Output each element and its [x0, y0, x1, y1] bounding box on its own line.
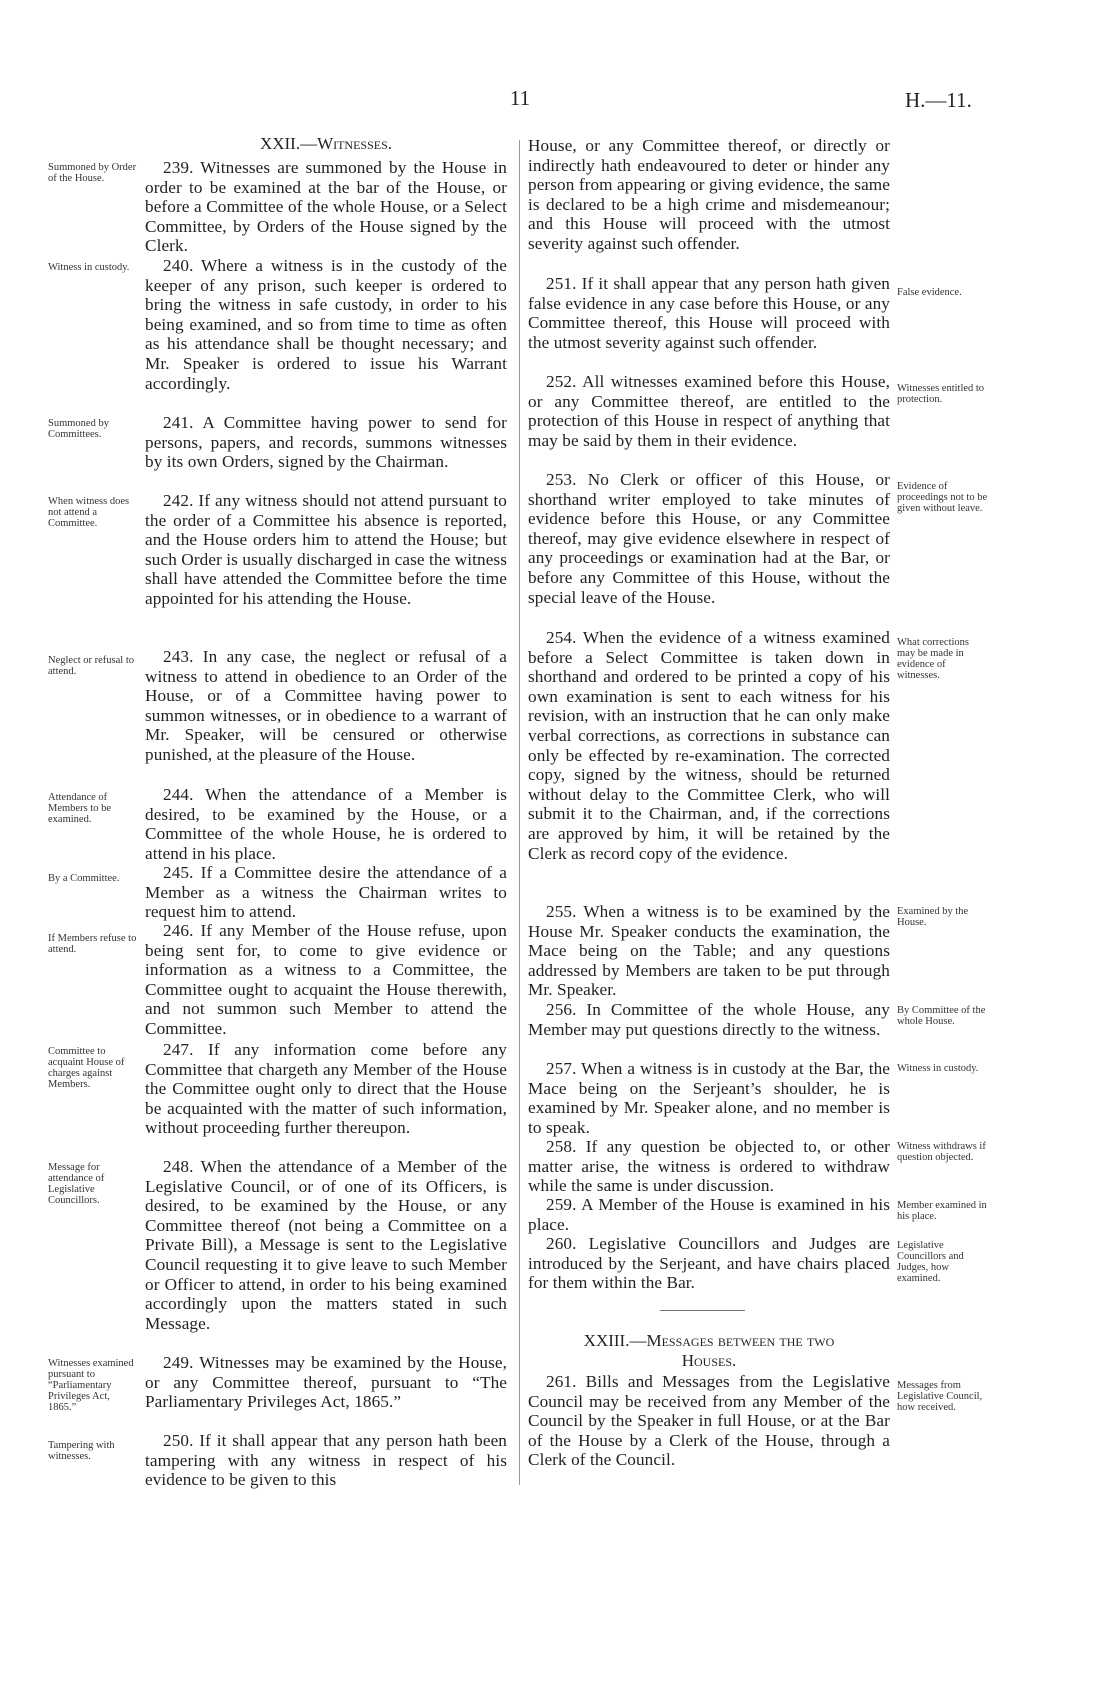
margin-note: Message for attendance of Legislative Councillors. — [48, 1162, 105, 1206]
heading-line: Houses. — [681, 1350, 737, 1370]
paragraph: 257. When a witness is in custody at the Bar, the Mace being on the Serjeant’s shoulder, he is examined by Mr. Speaker alone, and no member is to speak. — [528, 1059, 890, 1137]
paragraph: 258. If any question be objected to, or other matter arise, the witness is ordered to withdraw while the same is under discussion. — [528, 1137, 890, 1196]
paragraph: 249. Witnesses may be examined by the House, or any Committee thereof, pursuant to “The Parliamentary Privileges Act, 1865.” — [145, 1353, 507, 1412]
paragraph: 251. If it shall appear that any person hath given false evidence in any case before this House, or any Committee thereof, this House will proceed with the utmost severity against such offender. — [528, 274, 890, 352]
paragraph: 250. If it shall appear that any person hath been tampering with any witness in respect of his evidence to be given to this — [145, 1431, 507, 1490]
paragraph: 240. Where a witness is in the custody of the keeper of any prison, such keeper is ordered to bring the witness in safe custody, in order to his being examined, and so from time to time as often as his attendance shall be thought necessary; and Mr. Speaker is ordered to issue his Warrant accordingly. — [145, 256, 507, 393]
paragraph: 247. If any information come before any Committee that chargeth any Member of the House the Committee ought only to direct that the House be acquainted with the matter of such information, without proceeding further thereupon. — [145, 1040, 507, 1138]
margin-note: If Members refuse to attend. — [48, 933, 137, 955]
paragraph: 239. Witnesses are summoned by the House in order to be examined at the bar of the House, or before a Committee of the whole House, or a Select Committee, by Orders of the House signed by the Clerk. — [145, 158, 507, 256]
paragraph: 242. If any witness should not attend pursuant to the order of a Committee his absence is reported, and the House orders him to attend the House; but such Order is usually discharged in case the witness shall have attended the Committee before the time appointed for his attending the House. — [145, 491, 507, 608]
margin-note: Neglect or refusal to attend. — [48, 655, 135, 677]
margin-note: Witness in custody. — [897, 1063, 979, 1074]
margin-note: Tampering with witnesses. — [48, 1440, 115, 1462]
paragraph: 243. In any case, the neglect or refusal of a witness to attend in obedience to an Order of the House, or of a Committee having power to summon witnesses, or in obedience to a warrant of Mr. Speaker, will be censured or otherwise punished, at the pleasure of the House. — [145, 647, 507, 764]
paragraph: 241. A Committee having power to send for persons, papers, and records, summons witnesses by its own Orders, signed by the Chairman. — [145, 413, 507, 472]
margin-note: Summoned by Order of the House. — [48, 162, 137, 184]
margin-note: Evidence of proceedings not to be given without leave. — [897, 481, 988, 514]
margin-note: False evidence. — [897, 287, 962, 298]
document-reference: H.—11. — [905, 88, 972, 112]
section-heading-messages — [528, 1331, 890, 1370]
margin-note: Member examined in his place. — [897, 1200, 987, 1222]
paragraph: 245. If a Committee desire the attendance of a Member as a witness the Chairman writes to request him to attend. — [145, 863, 507, 922]
margin-note: Summoned by Committees. — [48, 418, 109, 440]
heading-line: XXIII.—Messages between the two — [583, 1331, 835, 1350]
margin-note: Messages from Legislative Council, how received. — [897, 1380, 983, 1413]
paragraph: 253. No Clerk or officer of this House, or shorthand writer employed to take minutes of evidence before this House, or any Committee thereof, may give evidence elsewhere in respect of any proceedings or examination had at the Bar, or before any Committee of this House, without the special leave of the House. — [528, 470, 890, 607]
margin-note: Examined by the House. — [897, 906, 969, 928]
paragraph: 254. When the evidence of a witness examined before a Select Committee is taken down in shorthand and ordered to be printed a copy of his own examination is sent to each witness for his revision, with an instruction that he can only make verbal corrections, as corrections in substance can only be effected by re-examination. The corrected copy, signed by the witness, should be returned without delay to the Committee Clerk, who will submit it to the Chairman, and, if the corrections are approved by him, it will be retained by the Clerk as record copy of the evidence. — [528, 628, 890, 863]
margin-note: Committee to acquaint House of charges against Members. — [48, 1046, 125, 1090]
margin-note: Witnesses entitled to protection. — [897, 383, 985, 405]
paragraph: House, or any Committee thereof, or directly or indirectly hath endeavoured to deter or hinder any person from appearing or giving evidence, the same is declared to be a high crime and misdemeanour; and this House will proceed with the utmost severity against such offender. — [528, 136, 890, 253]
section-separator — [660, 1310, 745, 1311]
paragraph: 260. Legislative Councillors and Judges are introduced by the Serjeant, and have chairs placed for them within the Bar. — [528, 1234, 890, 1293]
paragraph: 252. All witnesses examined before this House, or any Committee thereof, are entitled to the protection of this House in respect of anything that may be said by them in their evidence. — [528, 372, 890, 450]
paragraph: 255. When a witness is to be examined by the House Mr. Speaker conducts the examination, the Mace being on the Table; and any questions addressed by Members are taken to be put through Mr. Speaker. — [528, 902, 890, 1000]
margin-note: Witnesses examined pursuant to “Parliamentary Privileges Act, 1865.” — [48, 1358, 134, 1413]
margin-note: Attendance of Members to be examined. — [48, 792, 111, 825]
margin-note: Legislative Councillors and Judges, how examined. — [897, 1240, 964, 1284]
margin-note: By a Committee. — [48, 873, 120, 884]
paragraph: 259. A Member of the House is examined in his place. — [528, 1195, 890, 1234]
section-heading-witnesses: XXII.—Witnesses. — [259, 134, 393, 153]
margin-note: Witness withdraws if question objected. — [897, 1141, 986, 1163]
margin-note: What corrections may be made in evidence of witnesses. — [897, 637, 970, 681]
paragraph: 256. In Committee of the whole House, any Member may put questions directly to the witness. — [528, 1000, 890, 1039]
column-divider — [519, 140, 520, 1485]
margin-note: By Committee of the whole House. — [897, 1005, 986, 1027]
paragraph: 244. When the attendance of a Member is desired, to be examined by the House, or a Committee of the whole House, he is ordered to attend in his place. — [145, 785, 507, 863]
margin-note: Witness in custody. — [48, 262, 130, 273]
page-number: 11 — [509, 86, 531, 110]
paragraph: 261. Bills and Messages from the Legislative Council may be received from any Member of the Council by the Speaker in full House, or at the Bar of the House by a Clerk of the House, through a Clerk of the Council. — [528, 1372, 890, 1470]
margin-note: When witness does not attend a Committee. — [48, 496, 130, 529]
paragraph: 246. If any Member of the House refuse, upon being sent for, to come to give evidence or information as a witness to a Committee, the Committee ought to acquaint the House therewith, and not summon such Member to attend the Committee. — [145, 921, 507, 1038]
paragraph: 248. When the attendance of a Member of the Legislative Council, or of one of its Officers, is desired, to be examined by the House, or any Committee thereof (not being a Committee on a Private Bill), a Message is sent to the Legislative Council requesting it to give leave to such Member or Officer to attend, in order to his being examined accordingly upon the matters stated in such Message. — [145, 1157, 507, 1333]
